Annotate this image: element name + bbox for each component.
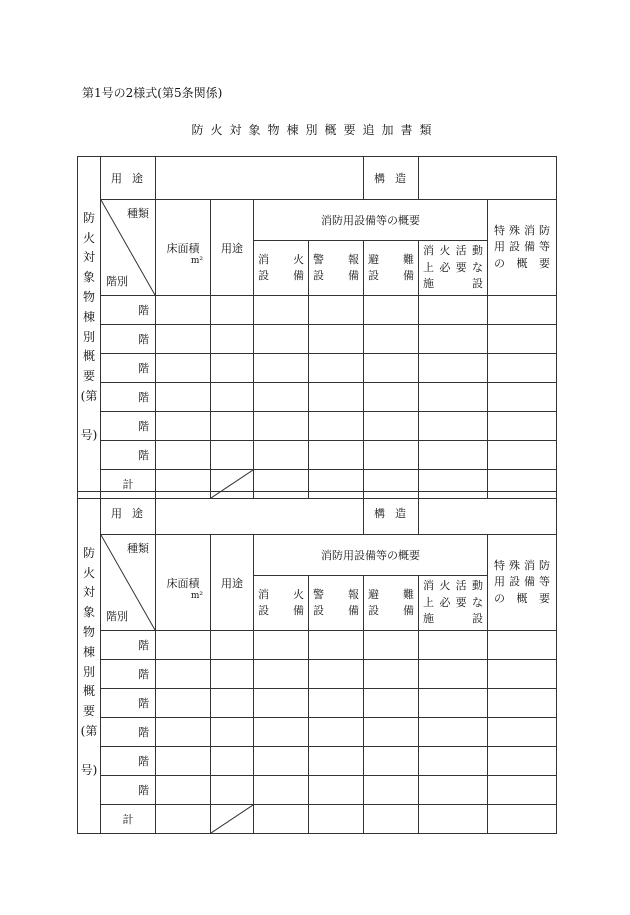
floor-label: 階別 (106, 610, 128, 623)
entry-cell[interactable] (488, 383, 557, 412)
char: の (494, 256, 505, 270)
char: な (471, 260, 483, 274)
char: 途 (132, 507, 143, 520)
entry-cell[interactable] (211, 689, 254, 718)
floor-row (78, 747, 557, 776)
char: 備 (293, 269, 304, 282)
header-line (313, 587, 359, 604)
entry-cell[interactable] (488, 747, 557, 776)
char: 備 (524, 240, 535, 254)
header-line (423, 260, 483, 277)
entry-cell[interactable] (309, 412, 364, 441)
char: の (494, 591, 505, 605)
alarm-equipment-header (309, 576, 364, 631)
entry-cell[interactable] (309, 718, 364, 747)
area-label: 床面積 (166, 576, 200, 590)
building-summary-table (77, 156, 557, 499)
char: 難 (403, 587, 414, 601)
entry-cell[interactable] (156, 689, 211, 718)
side-label-char: 別 (82, 329, 95, 344)
char: 動 (471, 244, 483, 258)
entry-cell[interactable] (419, 296, 488, 325)
entry-cell[interactable] (364, 325, 419, 354)
kind-label: 種類 (127, 207, 149, 220)
entry-cell[interactable] (488, 660, 557, 689)
floor-label: 階別 (106, 275, 128, 288)
entry-cell[interactable] (254, 296, 309, 325)
entry-cell[interactable] (211, 354, 254, 383)
char: 特 (494, 558, 505, 572)
char: 防 (539, 223, 550, 237)
char: 設 (509, 240, 520, 254)
char: な (471, 595, 483, 609)
entry-cell[interactable] (254, 805, 309, 834)
char: 必 (439, 595, 451, 609)
extinguishing-equipment-header (254, 576, 309, 631)
char: 消 (423, 244, 434, 258)
extinguishing-equipment-header (254, 241, 309, 296)
use-column-header: 用途 (211, 200, 254, 296)
floor-row-label: 階 (101, 441, 156, 470)
use-value-cell[interactable] (156, 157, 364, 200)
header-line (423, 243, 483, 260)
floor-row-label: 階 (101, 296, 156, 325)
entry-cell[interactable] (309, 296, 364, 325)
char: 等 (539, 575, 550, 589)
floor-row (78, 412, 557, 441)
header-line (494, 256, 550, 273)
entry-cell[interactable] (419, 325, 488, 354)
entry-cell[interactable] (156, 776, 211, 805)
fire-equipment-header: 消防用設備等の概要 (254, 200, 488, 241)
char: 備 (293, 604, 304, 617)
char: 上 (423, 595, 434, 609)
side-label-char: 火 (82, 565, 95, 580)
entry-cell[interactable] (156, 660, 211, 689)
entry-cell[interactable] (211, 325, 254, 354)
entry-cell[interactable] (364, 354, 419, 383)
entry-cell[interactable] (364, 805, 419, 834)
char: 消 (258, 252, 269, 266)
char: 等 (539, 240, 550, 254)
side-label-char: 物 (82, 624, 95, 639)
entry-cell[interactable] (309, 441, 364, 470)
floor-row (78, 441, 557, 470)
char: 用 (494, 240, 505, 254)
entry-cell[interactable] (364, 383, 419, 412)
entry-cell[interactable] (254, 718, 309, 747)
diagonal-slash (211, 805, 253, 833)
entry-cell[interactable] (488, 689, 557, 718)
entry-cell[interactable] (309, 805, 364, 834)
firefighting-facilities-header (419, 576, 488, 631)
entry-cell[interactable] (488, 412, 557, 441)
header-line (423, 276, 483, 293)
side-label (78, 492, 101, 834)
char: 動 (471, 579, 483, 593)
side-label-char: (第 (80, 388, 98, 403)
char: 火 (293, 587, 304, 601)
entry-cell[interactable] (156, 441, 211, 470)
char: 造 (395, 172, 406, 185)
entry-cell[interactable] (488, 805, 557, 834)
entry-cell[interactable] (364, 776, 419, 805)
header-line (368, 268, 414, 285)
entry-cell[interactable] (309, 660, 364, 689)
header-line (423, 611, 483, 628)
entry-cell[interactable] (211, 631, 254, 660)
entry-cell[interactable] (156, 354, 211, 383)
entry-cell[interactable] (364, 412, 419, 441)
char: 用 (111, 172, 122, 185)
use-label (101, 492, 156, 535)
char: 避 (368, 252, 379, 266)
entry-cell[interactable] (254, 325, 309, 354)
floor-row-label: 階 (101, 354, 156, 383)
floor-row-label: 階 (101, 660, 156, 689)
floor-row-label: 階 (101, 776, 156, 805)
entry-cell[interactable] (254, 689, 309, 718)
floor-row-label: 階 (101, 689, 156, 718)
char: 活 (455, 244, 467, 258)
char: 設 (472, 612, 483, 626)
special-equipment-header (488, 200, 557, 296)
char: 火 (439, 579, 451, 593)
char: 消 (258, 587, 269, 601)
header-line (494, 223, 550, 240)
char: 要 (455, 595, 467, 609)
header-line (494, 591, 550, 608)
floor-row-label: 階 (101, 718, 156, 747)
entry-cell[interactable] (419, 660, 488, 689)
char: 造 (395, 507, 406, 520)
area-unit: m² (190, 256, 203, 266)
entry-cell[interactable] (156, 412, 211, 441)
entry-cell[interactable] (309, 776, 364, 805)
firefighting-facilities-header (419, 241, 488, 296)
header-line (423, 578, 483, 595)
header-line (494, 574, 550, 591)
char: 備 (403, 269, 414, 282)
char: 施 (423, 612, 434, 626)
header-line (368, 252, 414, 269)
entry-cell[interactable] (211, 747, 254, 776)
char: 概 (516, 591, 528, 605)
entry-cell[interactable] (309, 747, 364, 776)
char: 設 (472, 277, 483, 291)
floor-row (78, 354, 557, 383)
char: 備 (403, 604, 414, 617)
entry-cell[interactable] (364, 296, 419, 325)
total-area-cell[interactable] (156, 805, 211, 834)
char: 火 (293, 252, 304, 266)
char: 報 (348, 252, 359, 266)
entry-cell[interactable] (254, 354, 309, 383)
structure-value-cell[interactable] (419, 157, 557, 200)
structure-label (364, 492, 419, 535)
entry-cell[interactable] (488, 441, 557, 470)
header-line (258, 587, 304, 604)
entry-cell[interactable] (488, 718, 557, 747)
side-label-char: (第 (80, 723, 98, 738)
char: 設 (509, 575, 520, 589)
header-line (494, 239, 550, 256)
char: 警 (313, 252, 324, 266)
structure-label (364, 157, 419, 200)
floor-row (78, 631, 557, 660)
alarm-equipment-header (309, 241, 364, 296)
char: 設 (368, 269, 379, 282)
total-use-slashed-cell (211, 805, 254, 834)
side-label-char: 要 (82, 704, 95, 719)
side-label-char: 要 (82, 369, 95, 384)
char: 必 (439, 260, 451, 274)
entry-cell[interactable] (156, 631, 211, 660)
side-label-char: 象 (82, 605, 95, 620)
entry-cell[interactable] (211, 660, 254, 689)
entry-cell[interactable] (419, 776, 488, 805)
char: 消 (524, 223, 535, 237)
entry-cell[interactable] (419, 805, 488, 834)
entry-cell[interactable] (254, 441, 309, 470)
char: 設 (313, 269, 324, 282)
special-equipment-header (488, 535, 557, 631)
entry-cell[interactable] (488, 296, 557, 325)
side-label-char: 防 (82, 545, 95, 560)
form-number: 第1号の2様式(第5条関係) (82, 86, 223, 100)
entry-cell[interactable] (419, 747, 488, 776)
entry-cell[interactable] (309, 631, 364, 660)
char: 特 (494, 223, 505, 237)
entry-cell[interactable] (364, 718, 419, 747)
side-label-char: 概 (82, 684, 95, 699)
char: 火 (439, 244, 451, 258)
floor-row (78, 325, 557, 354)
char: 設 (313, 604, 324, 617)
floor-row (78, 660, 557, 689)
char: 避 (368, 587, 379, 601)
header-line (258, 268, 304, 285)
floor-row-label: 階 (101, 631, 156, 660)
total-label: 計 (101, 470, 156, 499)
building-summary-table (77, 491, 557, 834)
char: 要 (539, 591, 550, 605)
char: 設 (368, 604, 379, 617)
use-label (101, 157, 156, 200)
entry-cell[interactable] (211, 718, 254, 747)
floor-row (78, 776, 557, 805)
entry-cell[interactable] (364, 689, 419, 718)
char: 備 (348, 269, 359, 282)
entry-cell[interactable] (211, 383, 254, 412)
floor-row-label: 階 (101, 412, 156, 441)
char: 備 (348, 604, 359, 617)
char: 消 (423, 579, 434, 593)
kind-label: 種類 (127, 542, 149, 555)
header-line (258, 252, 304, 269)
header-line (423, 595, 483, 612)
evacuation-equipment-header (364, 576, 419, 631)
entry-cell[interactable] (211, 441, 254, 470)
entry-cell[interactable] (211, 412, 254, 441)
entry-cell[interactable] (309, 383, 364, 412)
side-label-char: 火 (82, 230, 95, 245)
char: 報 (348, 587, 359, 601)
header-line (258, 603, 304, 620)
total-label: 計 (101, 805, 156, 834)
entry-cell[interactable] (254, 631, 309, 660)
char: 用 (111, 507, 122, 520)
entry-cell[interactable] (254, 747, 309, 776)
char: 用 (494, 575, 505, 589)
char: 備 (524, 575, 535, 589)
area-label: 床面積 (166, 241, 200, 255)
side-label-char: 対 (82, 250, 95, 265)
char: 殊 (509, 223, 520, 237)
entry-cell[interactable] (419, 441, 488, 470)
entry-cell[interactable] (419, 718, 488, 747)
entry-cell[interactable] (156, 325, 211, 354)
side-label-char (78, 742, 100, 762)
evacuation-equipment-header (364, 241, 419, 296)
entry-cell[interactable] (156, 383, 211, 412)
entry-cell[interactable] (309, 325, 364, 354)
entry-cell[interactable] (488, 631, 557, 660)
char: 上 (423, 260, 434, 274)
char: 活 (455, 579, 467, 593)
entry-cell[interactable] (156, 296, 211, 325)
entry-cell[interactable] (156, 747, 211, 776)
document-title: 防火対象物棟別概要追加書類 (191, 123, 439, 137)
entry-cell[interactable] (364, 747, 419, 776)
floor-row-label: 階 (101, 383, 156, 412)
entry-cell[interactable] (364, 660, 419, 689)
side-label-char: 物 (82, 289, 95, 304)
entry-cell[interactable] (254, 776, 309, 805)
entry-cell[interactable] (364, 441, 419, 470)
side-label-char: 別 (82, 664, 95, 679)
kind-floor-header (101, 200, 156, 296)
floor-row-label: 階 (101, 325, 156, 354)
header-line (368, 603, 414, 620)
side-label-char: 概 (82, 349, 95, 364)
entry-cell[interactable] (488, 776, 557, 805)
use-value-cell[interactable] (156, 492, 364, 535)
floor-row (78, 296, 557, 325)
char: 要 (539, 256, 550, 270)
floor-row (78, 383, 557, 412)
side-label-char: 号) (80, 763, 98, 778)
header-line (494, 558, 550, 575)
entry-cell[interactable] (419, 354, 488, 383)
header-line (368, 587, 414, 604)
side-label-char (78, 407, 100, 427)
side-label-char: 防 (82, 210, 95, 225)
header-line (313, 268, 359, 285)
char: 防 (539, 558, 550, 572)
entry-cell[interactable] (211, 296, 254, 325)
entry-cell[interactable] (488, 354, 557, 383)
entry-cell[interactable] (419, 631, 488, 660)
char: 構 (374, 507, 385, 520)
floor-row (78, 689, 557, 718)
area-unit: m² (190, 591, 203, 601)
char: 要 (455, 260, 467, 274)
char: 概 (516, 256, 528, 270)
char: 設 (258, 604, 269, 617)
floor-area-header (156, 535, 211, 631)
entry-cell[interactable] (211, 776, 254, 805)
entry-cell[interactable] (309, 689, 364, 718)
entry-cell[interactable] (419, 383, 488, 412)
use-column-header: 用途 (211, 535, 254, 631)
kind-floor-header (101, 535, 156, 631)
char: 難 (403, 252, 414, 266)
side-label (78, 157, 101, 499)
entry-cell[interactable] (254, 412, 309, 441)
fire-equipment-header: 消防用設備等の概要 (254, 535, 488, 576)
structure-value-cell[interactable] (419, 492, 557, 535)
entry-cell[interactable] (254, 660, 309, 689)
entry-cell[interactable] (156, 718, 211, 747)
char: 途 (132, 172, 143, 185)
total-row (78, 805, 557, 834)
entry-cell[interactable] (419, 412, 488, 441)
char: 施 (423, 277, 434, 291)
char: 消 (524, 558, 535, 572)
char: 殊 (509, 558, 520, 572)
entry-cell[interactable] (364, 631, 419, 660)
side-label-char: 棟 (82, 309, 95, 324)
side-label-char: 対 (82, 585, 95, 600)
side-label-char: 象 (82, 270, 95, 285)
char: 構 (374, 172, 385, 185)
entry-cell[interactable] (488, 325, 557, 354)
char: 設 (258, 269, 269, 282)
char: 警 (313, 587, 324, 601)
floor-row-label: 階 (101, 747, 156, 776)
side-label-char: 棟 (82, 644, 95, 659)
header-line (313, 252, 359, 269)
entry-cell[interactable] (419, 689, 488, 718)
header-line (313, 603, 359, 620)
floor-area-header (156, 200, 211, 296)
entry-cell[interactable] (254, 383, 309, 412)
entry-cell[interactable] (309, 354, 364, 383)
floor-row (78, 718, 557, 747)
side-label-char: 号) (80, 428, 98, 443)
